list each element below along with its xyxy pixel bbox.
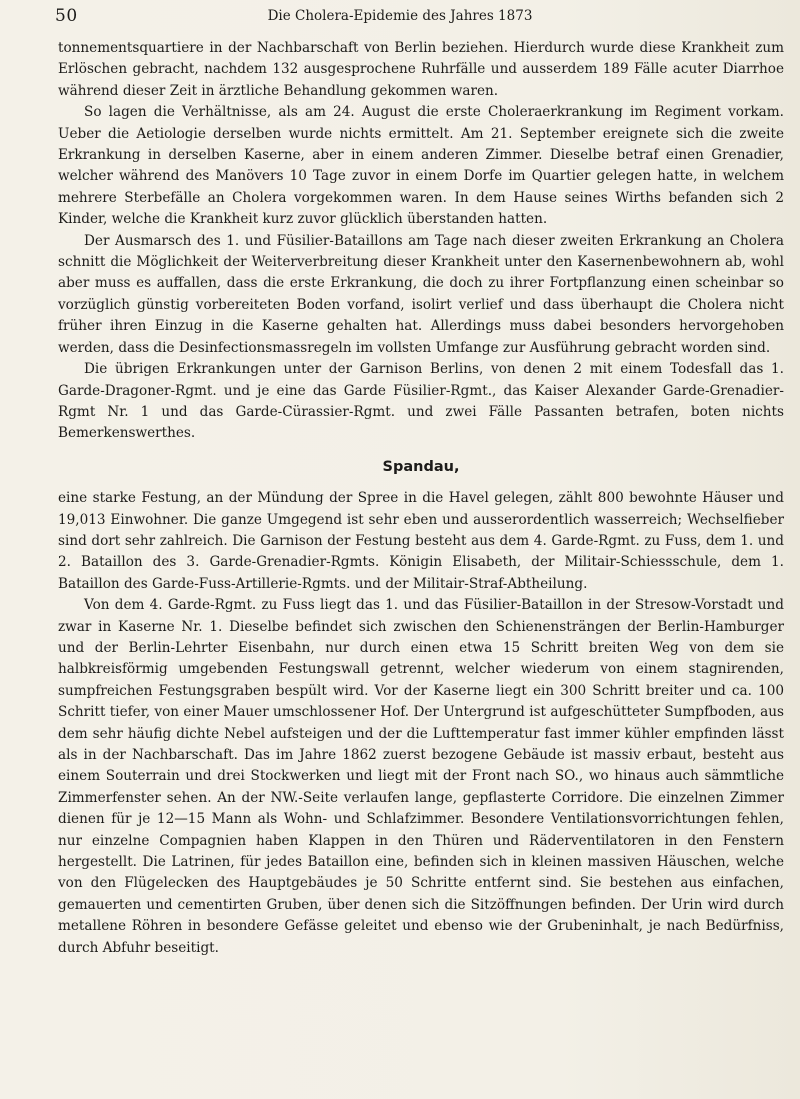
running-title: Die Cholera-Epidemie des Jahres 1873: [267, 8, 533, 24]
section-heading: Spandau,: [382, 458, 460, 475]
page-number: 50: [55, 6, 78, 26]
paragraph: tonnementsquartiere in der Nachbarschaft von Berlin beziehen. Hierdurch wurde diese Krankheit zum Erlöschen gebracht, nachdem 132 ausgesprochene Ruhrfälle und ausserdem 189 Fälle acuter Diarrhoe während dieser Zeit in ärztliche Behandlung gekommen waren.: [58, 40, 784, 99]
paragraph: Der Ausmarsch des 1. und Füsilier-Bataillons am Tage nach dieser zweiten Erkrankung an Cholera schnitt die Möglichkeit der Weiterverbreitung dieser Krankheit unter den Kasernenbewohnern ab, wohl aber muss es auffallen, dass die erste Erkrankung, die doch zu ihrer Fortpflanzung einen scheinbar so vorzüglich günstig vorbereiteten Boden vorfand, isolirt verlief und dass überhaupt die Cholera nicht früher ihren Einzug in die Kaserne gehalten hat. Allerdings muss dabei besonders hervorgehoben werden, dass die Desinfectionsmassregeln im vollsten Umfange zur Ausführung gebracht worden sind.: [58, 232, 784, 356]
paragraph: So lagen die Verhältnisse, als am 24. August die erste Choleraerkrankung im Regiment vorkam. Ueber die Aetiologie derselben wurde nichts ermittelt. Am 21. September ereignete sich die zweite Erkrankung in derselben Kaserne, aber in einem anderen Zimmer. Dieselbe betraf einen Grenadier, welcher während des Manövers 10 Tage zuvor in einem Dorfe im Quartier gelegen hatte, in welchem mehrere Sterbefälle an Cholera vorgekommen waren. In dem Hause seines Wirths befanden sich 2 Kinder, welche die Krankheit kurz zuvor glücklich überstanden hatten.: [58, 104, 784, 228]
paragraph: Die übrigen Erkrankungen unter der Garnison Berlins, von denen 2 mit einem Todesfall das 1. Garde-Dragoner-Rgmt. und je eine das Garde Füsilier-Rgmt., das Kaiser Alexander Garde-Grenadier-Rgmt Nr. 1 und das Garde-Cürassier-Rgmt. und zwei Fälle Passanten betrafen, boten nichts Bemerkenswerthes.: [58, 361, 784, 442]
body-text: [58, 38, 784, 959]
paragraph: eine starke Festung, an der Mündung der Spree in die Havel gelegen, zählt 800 bewohnte Häuser und 19,013 Einwohner. Die ganze Umgegend ist sehr eben und ausserordentlich wasserreich; Wechselfieber sind dort sehr zahlreich. Die Garnison der Festung besteht aus dem 4. Garde-Rgmt. zu Fuss, dem 1. und 2. Bataillon des 3. Garde-Grenadier-Rgmts. Königin Elisabeth, der Militair-Schiessschule, dem 1. Bataillon des Garde-Fuss-Artillerie-Rgmts. und der Militair-Straf-Abtheilung.: [58, 490, 784, 592]
paragraph: Von dem 4. Garde-Rgmt. zu Fuss liegt das 1. und das Füsilier-Bataillon in der Stresow-Vorstadt und zwar in Kaserne Nr. 1. Dieselbe befindet sich zwischen den Schienensträngen der Berlin-Hamburger und der Berlin-Lehrter Eisenbahn, nur durch einen etwa 15 Schritt breiten Weg von dem sie halbkreisförmig umgebenden Festungswall getrennt, welcher wiederum von einem stagnirenden, sumpfreichen Festungsgraben bespült wird. Vor der Kaserne liegt ein 300 Schritt breiter und ca. 100 Schritt tiefer, von einer Mauer umschlossener Hof. Der Untergrund ist aufgeschütteter Sumpfboden, aus dem sehr häufig dichte Nebel aufsteigen und der die Lufttemperatur fast immer kühler empfinden lässt als in der Nachbarschaft. Das im Jahre 1862 zuerst bezogene Gebäude ist massiv erbaut, besteht aus einem Souterrain und drei Stockwerken und liegt mit der Front nach SO., wo hinaus auch sämmtliche Zimmerfenster sehen. An der NW.-Seite verlaufen lange, gepflasterte Corridore. Die einzelnen Zimmer dienen für je 12—15 Mann als Wohn- und Schlafzimmer. Besondere Ventilationsvorrichtungen fehlen, nur einzelne Compagnien haben Klappen in den Thüren und Räderventilatoren in den Fenstern hergestellt. Die Latrinen, für jedes Bataillon eine, befinden sich in kleinen massiven Häuschen, welche von den Flügelecken des Hauptgebäudes je 50 Schritte entfernt sind. Sie bestehen aus einfachen, gemauerten und cementirten Gruben, über denen sich die Sitzöffnungen befinden. Der Urin wird durch metallene Röhren in besondere Gefässe geleitet und ebenso wie der Grubeninhalt, je nach Bedürfniss, durch Abfuhr beseitigt.: [58, 597, 784, 956]
running-head: [0, 6, 800, 30]
